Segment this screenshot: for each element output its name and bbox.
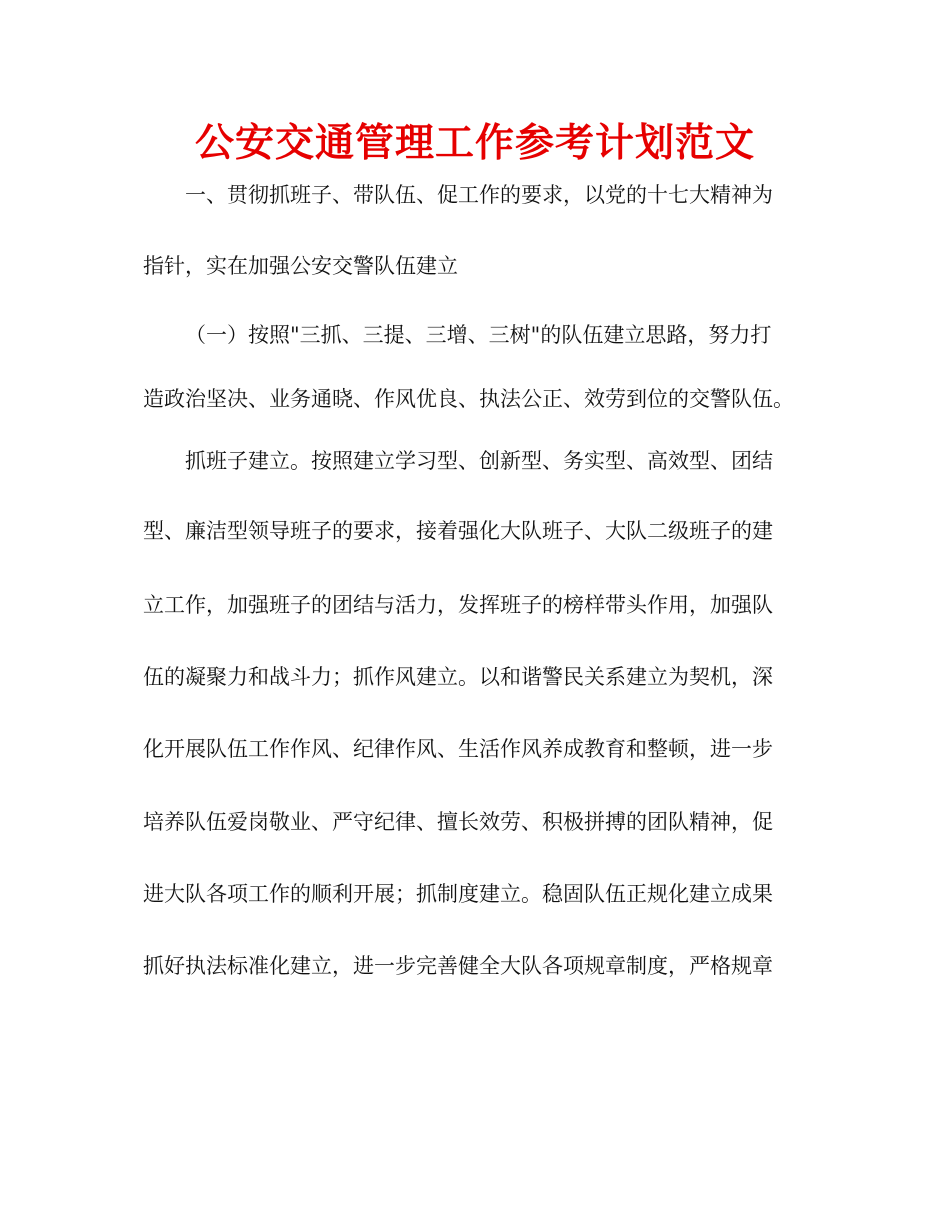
paragraph-line: 化开展队伍工作作风、纪律作风、生活作风养成教育和整顿，进一步 xyxy=(143,737,773,761)
paragraph-line: 造政治坚决、业务通晓、作风优良、执法公正、效劳到位的交警队伍。 xyxy=(143,387,794,411)
paragraph-line: 一、贯彻抓班子、带队伍、促工作的要求，以党的十七大精神为 xyxy=(185,183,773,207)
document-title: 公安交通管理工作参考计划范文 xyxy=(194,121,755,166)
paragraph-line: 进大队各项工作的顺利开展；抓制度建立。稳固队伍正规化建立成果 xyxy=(143,882,773,906)
paragraph-line: 型、廉洁型领导班子的要求，接着强化大队班子、大队二级班子的建 xyxy=(143,519,773,543)
paragraph-line: 抓班子建立。按照建立学习型、创新型、务实型、高效型、团结 xyxy=(185,449,773,473)
paragraph-line: 抓好执法标准化建立，进一步完善健全大队各项规章制度，严格规章 xyxy=(143,954,773,978)
paragraph-line: 伍的凝聚力和战斗力；抓作风建立。以和谐警民关系建立为契机，深 xyxy=(143,665,773,689)
paragraph-line: （一）按照"三抓、三提、三增、三树"的队伍建立思路，努力打 xyxy=(185,323,772,347)
paragraph-line: 立工作，加强班子的团结与活力，发挥班子的榜样带头作用，加强队 xyxy=(143,593,773,617)
paragraph-line: 培养队伍爱岗敬业、严守纪律、擅长效劳、积极拼搏的团队精神，促 xyxy=(143,810,773,834)
paragraph-line: 指针，实在加强公安交警队伍建立 xyxy=(143,254,458,278)
